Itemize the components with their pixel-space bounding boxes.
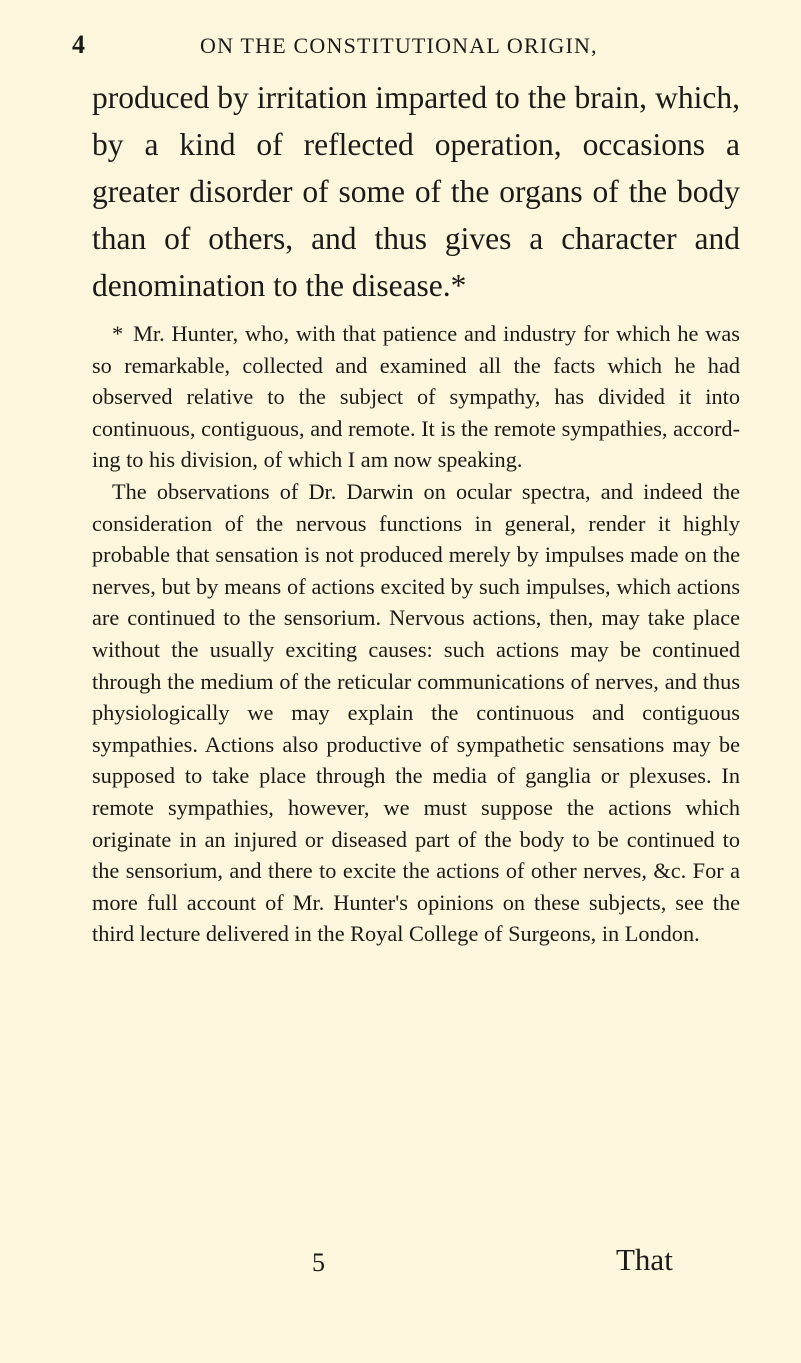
signature-mark: 5	[312, 1248, 325, 1277]
footnote-mark: *	[112, 321, 124, 346]
footnote-paragraph-2: The observations of Dr. Darwin on ocular spectra, and indeed the consideration of the nervous functions in general, render it highly probable that sensation is not produced merely by impulses made on the nerves, but by means of actions excited by such impulses, which actions are continued to the sensorium. Nervous actions, then, may take place without the usually exciting causes: such actions may be continued through the medium of the reticular communications of nerves, and thus physiologically we may explain the continuous and contiguous sympathies. Actions also productive of sympathetic sensations may be supposed to take place through the media of ganglia or plexuses. In remote sympathies, however, we must suppose the actions which originate in an injured or diseased part of the body to be continued to the sensorium, and there to excite the actions of other nerves, &c. For a more full account of Mr. Hunter's opinions on these subjects, see the third lecture delivered in the Royal College of Surgeons, in London.	[92, 478, 740, 947]
footnote-paragraph-1	[92, 318, 740, 476]
footnote-text-1: Mr. Hunter, who, with that patience and industry for which he was so remarkable, collected and examined all the facts which he had observed relative to the subject of sympathy, has divided it into continuous, contiguous, and remote. It is the remote sympathies, according to his division, of which I am now speaking.	[92, 321, 740, 473]
footnote	[92, 318, 740, 950]
running-head: ON THE CONSTITUTIONAL ORIGIN,	[200, 33, 598, 58]
catchword: That	[616, 1242, 673, 1277]
page-header	[58, 30, 758, 60]
main-text-paragraph: produced by irritation imparted to the brain, which, by a kind of reflected operation, occasions a greater disorder of some of the organs of the body than of others, and thus gives a character and denomination to the disease.*	[92, 80, 740, 303]
page-number: 4	[72, 30, 85, 59]
